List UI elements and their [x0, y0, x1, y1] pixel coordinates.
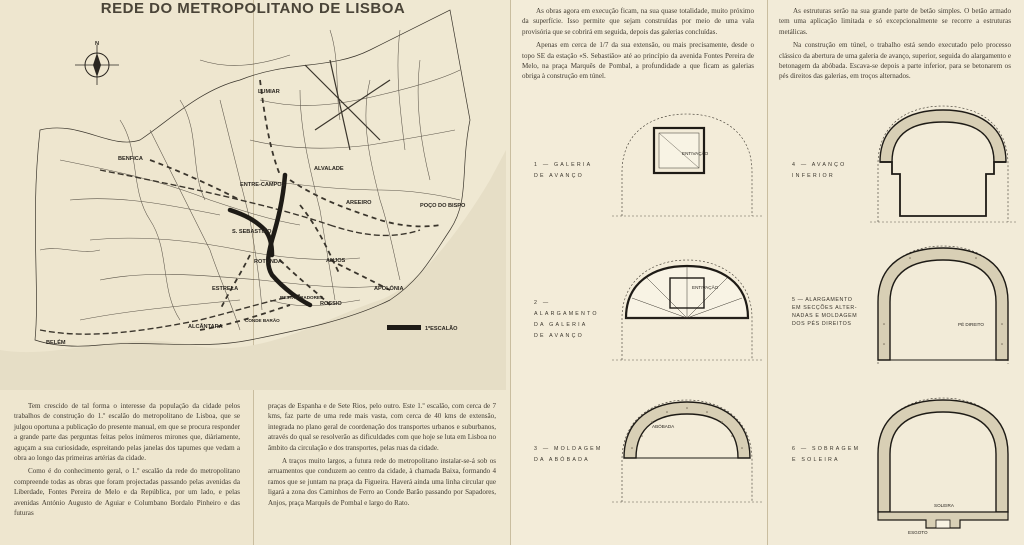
diagram-4-caption: 4 — AVANÇO INFERIOR	[792, 162, 847, 179]
paragraph: Tem crescido de tal forma o interesse da população da cidade pelos trabalhos de construção do 1.º escalão do metropolitano de Lisboa, que se julgou oportuna a publicação do presente manual, em que se procura responder a grande parte das perguntas feitas pelos inúmeros mirones que, diàriamente, aguçam a sua curiosidade, espreitando pelas janelas dos tapumes que vedam a obra ao longo das primeiras artérias da cidade.	[14, 402, 240, 463]
panel-1-text	[14, 401, 240, 521]
diagram-6-soleira	[870, 396, 1016, 536]
diagram-6-label-soleira: SOLEIRA	[934, 503, 954, 508]
label-lumiar: LUMIAR	[258, 89, 280, 95]
diagram-3-moldagem-abobada	[612, 398, 762, 504]
fold-line	[767, 0, 768, 545]
compass-rose	[75, 45, 119, 85]
label-anjos: ANJOS	[326, 258, 346, 264]
label-alvalade: ALVALADE	[314, 166, 344, 172]
diagram-2-label: ENTIVAÇÃO	[692, 285, 719, 290]
label-entrecampos: ENTRE-CAMPOS	[240, 182, 286, 188]
diagram-1-caption: 1 — GALERIA DE AVANÇO	[534, 162, 593, 179]
diagram-6-caption: 6 — SOBRAGEM E SOLEIRA	[792, 446, 861, 463]
legend-label: 1ºESCALÃO	[425, 326, 458, 332]
north-label: N	[95, 41, 100, 47]
label-apolonia: APOLÓNIA	[374, 286, 404, 292]
label-rotunda: ROTUNDA	[254, 259, 282, 265]
label-restauradores: RESTAU-RADORES	[280, 295, 324, 300]
paragraph: Na construção em túnel, o trabalho está sendo executado pelo processo clássico da abertura de uma galeria de avanço, superior, seguida do alargamento e betonagem da abóbada. Escava-se depois a parte inferior, para se betonarem os pés direitos das galerias, em troços alternados.	[779, 41, 1012, 81]
diagram-1-galeria-avanco	[612, 112, 762, 218]
label-alcantara: ALCÂNTARA	[188, 324, 223, 330]
diagram-1-label: ENTIVAÇÃO	[682, 151, 709, 156]
map-title: REDE DO METROPOLITANO DE LISBOA	[100, 0, 406, 17]
label-areeiro: AREEIRO	[346, 200, 372, 206]
paragraph: As obras agora em execução ficam, na sua quase totalidade, muito próximo da superfície. Isso permite que sejam construídas por meio de uma vala provisória que se cobrirá em seguida, depois das galerias concluídas.	[522, 7, 754, 36]
paragraph: Apenas em cerca de 1/7 da sua extensão, ou mais precisamente, desde o topo SE da estação «S. Sebastião» até ao princípio da avenida Fontes Pereira de Melo, na praça Marquês de Pombal, a profundidade a que ficam as galerias obriga à construção em túnel.	[522, 41, 754, 81]
label-pocodobispo: POÇO DO BISPO	[420, 203, 466, 209]
panel-4-text	[779, 6, 1011, 85]
first-stage-line	[230, 175, 310, 305]
diagram-3-caption: 3 — MOLDAGEM DA ABÓBADA	[534, 446, 603, 463]
diagram-2-caption: 2 — ALARGAMENTO DA GALERIA DE AVANÇO	[534, 300, 599, 339]
metro-network-map	[0, 0, 506, 390]
paragraph: Como é do conhecimento geral, o 1.º escalão da rede do metropolitano compreende todas as obras que foram projectadas passando pelas avenidas da Liberdade, Fontes Pereira de Melo e da República, por um lado, e pelas avenidas António Augusto de Aguiar e Columbano Bordalo Pinheiro e das futuras	[14, 467, 240, 518]
paragraph: As estruturas serão na sua grande parte de betão simples. O betão armado tem uma aplicação limitada e só excepcionalmente se recorre a estruturas metálicas.	[779, 7, 1011, 36]
diagram-5-caption: 5 — ALARGAMENTO EM SECÇÕES ALTER- NADAS E MOLDAGEM DOS PÉS DIREITOS	[792, 297, 858, 327]
label-condebarao: CONDE BARÃO	[245, 318, 280, 323]
diagram-5-label: PÉ DIREITO	[958, 322, 984, 327]
diagram-4-avanco-inferior	[870, 104, 1016, 224]
diagram-5-alargamento-pes-direitos	[870, 244, 1016, 368]
paragraph: A traços muito largos, a futura rede do metropolitano instalar-se-á sob os arruamentos que conduzem ao centro da cidade, à chamada Baixa, formando 4 ramos que se juntam na praça da Figueira. Haverá ainda uma linha circular que ligará a zona dos Caminhos de Ferro ao Conde Barão passando por Sapadores, Anjos, praça Marquês de Pombal e largo do Rato.	[268, 457, 496, 507]
diagram-2-alargamento	[612, 256, 762, 362]
label-belem: BELÉM	[46, 340, 66, 346]
legend-swatch	[387, 325, 421, 330]
panel-2-text	[268, 401, 496, 511]
label-rossio: ROSSIO	[320, 301, 342, 307]
panel-3-text	[522, 6, 754, 85]
fold-line	[510, 0, 511, 545]
label-sebastiao: S. SEBASTIÃO	[232, 229, 272, 235]
diagram-6-label-esgoto: ESGOTO	[908, 530, 928, 535]
label-benfica: BENFICA	[118, 156, 143, 162]
label-estrela: ESTRELA	[212, 286, 239, 292]
paragraph: praças de Espanha e de Sete Rios, pelo outro. Este 1.º escalão, com cerca de 7 kms, faz parte de uma rede mais vasta, com cerca de 40 kms de extensão, integrada no plano geral de coordenação dos transportes urbanos e suburbanos, através do qual se resolverão as dificuldades com que hoje se luta em Lisboa no âmbito da circulação e dos transportes, pelas ruas da cidade.	[268, 402, 496, 452]
diagram-3-label: ABÓBADA	[652, 424, 675, 429]
